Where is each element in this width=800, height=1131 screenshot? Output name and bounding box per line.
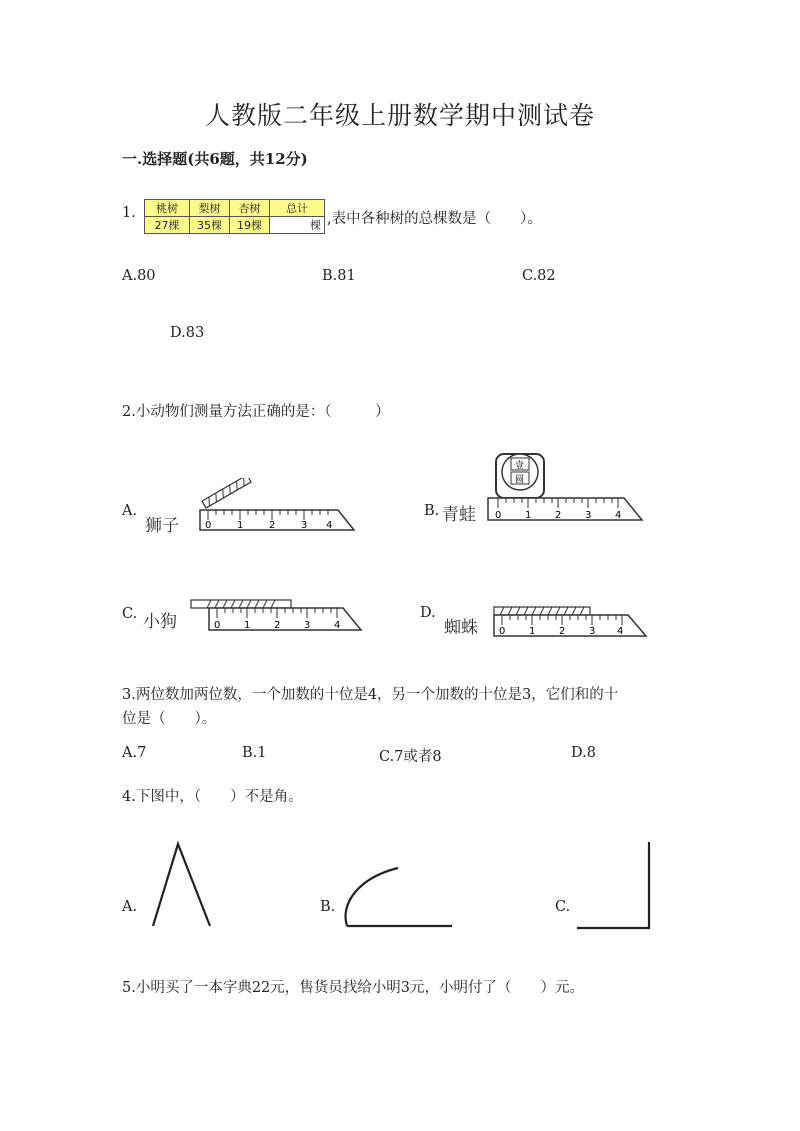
q3-option-d[interactable]: D.8 xyxy=(571,745,596,761)
ruler-tick-label: 4 xyxy=(326,520,333,531)
tree-table xyxy=(144,199,325,234)
lion-ruler-figure xyxy=(196,478,361,536)
dog-ruler-figure xyxy=(189,598,369,634)
q2-text: 2.小动物们测量方法正确的是：（ ） xyxy=(122,404,390,420)
ruler-tick-label: 2 xyxy=(555,510,562,521)
angle-figure-c xyxy=(575,840,655,932)
table-cell: 棵 xyxy=(270,217,325,234)
spider-label: 蜘蛛 xyxy=(444,618,478,638)
ruler-tick-label: 1 xyxy=(525,510,532,521)
curve-figure-b xyxy=(340,864,456,932)
coin-text: 壹 xyxy=(515,461,525,471)
table-header: 梨树 xyxy=(190,200,230,217)
ruler-tick-label: 0 xyxy=(495,510,502,521)
q3-option-c[interactable]: C.7或者8 xyxy=(379,749,442,765)
q5-text: 5.小明买了一本字典22元，售货员找给小明3元，小明付了（ ）元。 xyxy=(122,980,585,996)
ruler-tick-label: 2 xyxy=(269,520,276,531)
table-header: 桃树 xyxy=(145,200,190,217)
q1-option-a[interactable]: A.80 xyxy=(122,268,156,284)
ruler-tick-label: 1 xyxy=(237,520,244,531)
ruler-tick-label: 4 xyxy=(334,620,341,631)
q2-option-b[interactable]: B. xyxy=(424,503,440,519)
ruler-tick-label: 0 xyxy=(499,626,506,637)
q1-number: 1. xyxy=(122,205,136,221)
ruler-tick-label: 0 xyxy=(214,620,221,631)
ruler-tick-label: 2 xyxy=(274,620,281,631)
ruler-tick-label: 3 xyxy=(304,620,311,631)
page-title: 人教版二年级上册数学期中测试卷 xyxy=(204,101,595,130)
q1-option-c[interactable]: C.82 xyxy=(522,268,556,284)
frog-ruler-figure xyxy=(484,448,649,528)
ruler-tick-label: 1 xyxy=(244,620,251,631)
ruler-tick-label: 3 xyxy=(585,510,592,521)
ruler-tick-label: 4 xyxy=(617,626,624,637)
table-cell: 19棵 xyxy=(230,217,270,234)
ruler-tick-label: 0 xyxy=(205,520,212,531)
q1-option-d[interactable]: D.83 xyxy=(170,325,205,341)
q2-option-c[interactable]: C. xyxy=(122,606,138,622)
ruler-tick-label: 4 xyxy=(615,510,622,521)
q4-option-a[interactable]: A. xyxy=(122,899,138,915)
q4-option-c[interactable]: C. xyxy=(555,899,571,915)
q3-text-line2: 位是（ ）。 xyxy=(122,711,217,727)
q4-option-b[interactable]: B. xyxy=(320,899,336,915)
dog-label: 小狗 xyxy=(143,612,177,632)
section-heading: 一.选择题(共6题，共12分) xyxy=(122,150,308,168)
angle-figure-a xyxy=(150,840,216,930)
ruler-tick-label: 3 xyxy=(301,520,308,531)
table-header: 杏树 xyxy=(230,200,270,217)
coin-text: 圆 xyxy=(515,475,525,485)
q3-text-line1: 3.两位数加两位数，一个加数的十位是4，另一个加数的十位是3，它们和的十 xyxy=(122,687,619,703)
q2-option-d[interactable]: D. xyxy=(420,605,436,621)
q4-text: 4.下图中，（ ）不是角。 xyxy=(122,789,303,805)
q2-option-a[interactable]: A. xyxy=(122,503,138,519)
table-cell: 35棵 xyxy=(190,217,230,234)
table-header: 总计 xyxy=(270,200,325,217)
ruler-tick-label: 1 xyxy=(529,626,536,637)
q1-option-b[interactable]: B.81 xyxy=(322,268,356,284)
table-cell: 27棵 xyxy=(145,217,190,234)
lion-label: 狮子 xyxy=(145,516,179,536)
ruler-tick-label: 2 xyxy=(559,626,566,637)
q3-option-a[interactable]: A.7 xyxy=(122,745,147,761)
frog-label: 青蛙 xyxy=(442,505,476,525)
q1-text: ,表中各种树的总棵数是（ ）。 xyxy=(327,211,542,227)
spider-ruler-figure xyxy=(490,605,652,639)
q3-option-b[interactable]: B.1 xyxy=(242,745,267,761)
ruler-tick-label: 3 xyxy=(589,626,596,637)
